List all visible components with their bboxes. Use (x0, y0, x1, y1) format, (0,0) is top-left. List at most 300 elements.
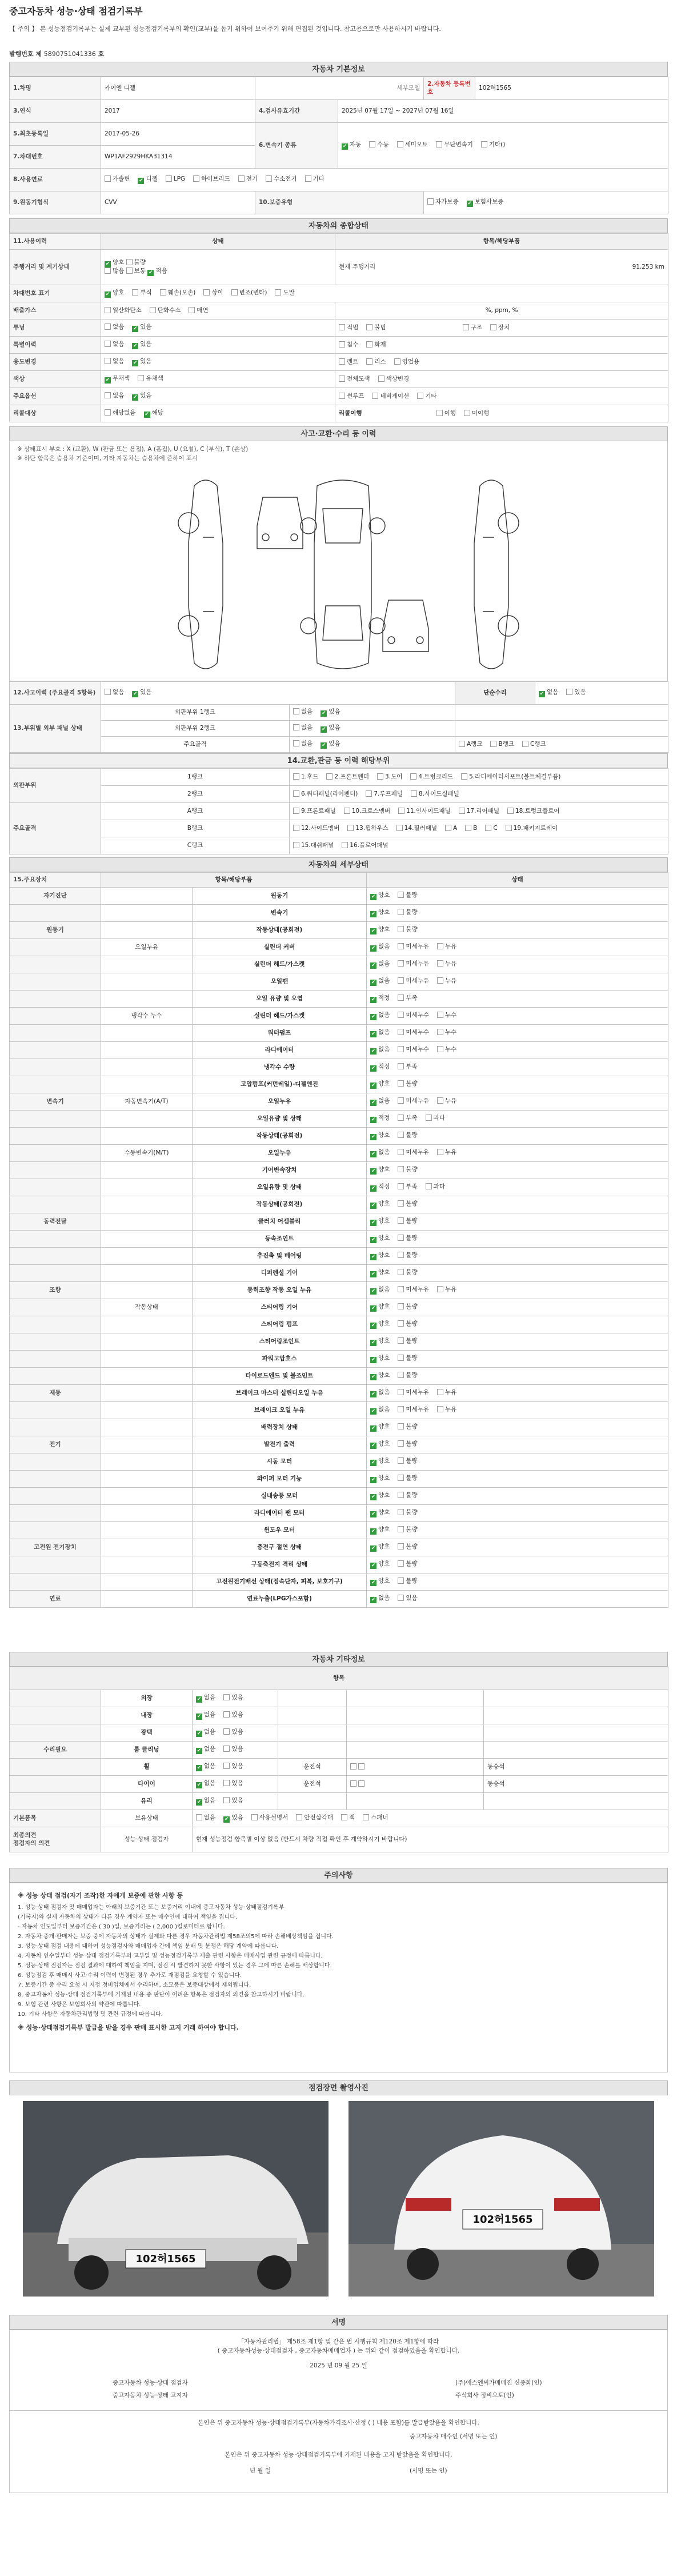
notes-line: 7. 보증기간 중 수리 요청 시 지정 정비업체에서 수리하며, 소모품은 보증대상에서 제외됩니다. (18, 1982, 251, 1988)
detail-device (10, 1231, 101, 1248)
detail-state: ✔ 없음 미세누유 누유 (367, 1145, 668, 1162)
detail-device (10, 1248, 101, 1265)
car-name: 카이엔 디젤 (101, 77, 255, 100)
notes-line: 10. 기타 사항은 자동차관리법령 및 관련 규정에 따릅니다. (18, 2011, 163, 2018)
detail-device (10, 1333, 101, 1351)
detail-device (10, 1128, 101, 1145)
simple-repair-opts: ✔ 없음 있음 (535, 682, 668, 705)
detail-row (10, 956, 668, 973)
detail-row (10, 1505, 668, 1522)
detail-state: ✔ 적정 부족 과다 (367, 1111, 668, 1128)
detail-device (10, 1042, 101, 1059)
detail-sub (101, 1436, 193, 1453)
detail-sub (101, 1059, 193, 1076)
notice-text: 【 주의 】 본 성능점검기록부는 실제 교부된 성능점검기록부의 확인(교부)을 돕기 위하여 보여주기 위해 편집된 것입니다. 참고용으로만 사용하시기 바랍니다. (9, 25, 441, 33)
other-row: 타이어 ✔ 없음 있음 운전석 동승석 (10, 1776, 668, 1793)
other-item: 유리 (101, 1793, 193, 1810)
notes-line: 8. 중고자동차 성능·상태 점검기록부에 기재된 내용 중 판단이 어려운 항목은 점검자의 의견을 참고하시기 바랍니다. (18, 1991, 305, 1998)
detail-sub (101, 1282, 193, 1299)
detail-state: ✔ 양호 불량 (367, 1488, 668, 1505)
detail-device: 동력전달 (10, 1213, 101, 1231)
detail-item: 실린더 커버 (193, 939, 367, 956)
other-group (10, 1793, 101, 1810)
label-trans: 6.변속기 종류 (255, 123, 338, 169)
other-status: ✔ 없음 있음 (193, 1793, 278, 1810)
detail-device (10, 1522, 101, 1539)
other-row (10, 1793, 668, 1810)
detail-device (10, 1316, 101, 1333)
detail-item: 라디에이터 (193, 1042, 367, 1059)
detail-device (10, 1145, 101, 1162)
detail-item: 작동상태(공회전) (193, 1196, 367, 1213)
detail-item: 브레이크 오일 누유 (193, 1402, 367, 1419)
detail-state: ✔ 양호 불량 (367, 905, 668, 922)
detail-device (10, 1488, 101, 1505)
other-group (10, 1776, 101, 1793)
detail-item: 윈도우 모터 (193, 1522, 367, 1539)
detail-row (10, 1213, 668, 1231)
detail-item: 오일 유량 및 오염 (193, 991, 367, 1008)
detail-device (10, 1025, 101, 1042)
detail-device (10, 1265, 101, 1282)
section-accident: 사고·교환·수리 등 이력 (9, 426, 668, 441)
detail-row (10, 991, 668, 1008)
detail-device (10, 1162, 101, 1179)
section-general: 자동차의 종합상태 (9, 218, 668, 233)
other-item: 타이어 (101, 1776, 193, 1793)
detail-row (10, 1453, 668, 1471)
detail-sub (101, 905, 193, 922)
other-item: 외장 (101, 1690, 193, 1707)
sign-line-7: (서명 또는 인) (410, 2467, 447, 2474)
other-status: ✔ 없음 있음 (193, 1742, 278, 1759)
detail-sub (101, 1042, 193, 1059)
detail-row (10, 1076, 668, 1093)
label-special: 특별이력 (10, 337, 101, 354)
other-item: 룸 클리닝 (101, 1742, 193, 1759)
detail-state: ✔ 없음 미세누수 누수 (367, 1025, 668, 1042)
detail-device (10, 991, 101, 1008)
detail-state: ✔ 양호 불량 (367, 1162, 668, 1179)
detail-row (10, 1333, 668, 1351)
detail-item: 변속기 (193, 905, 367, 922)
other-item: 광택 (101, 1724, 193, 1742)
detail-device (10, 1196, 101, 1213)
warranty-opts: 자가보증✔ 보험사보증 (424, 191, 668, 214)
detail-row (10, 1299, 668, 1316)
detail-item: 작동상태(공회전) (193, 1128, 367, 1145)
detail-row (10, 1008, 668, 1025)
detail-row (10, 1196, 668, 1213)
detail-row (10, 1059, 668, 1076)
rank2-label: 외판부위 2랭크 (101, 721, 290, 737)
detail-device (10, 1111, 101, 1128)
detail-state: ✔ 적정 부족 과다 (367, 1179, 668, 1196)
other-group (10, 1690, 101, 1707)
tuning-opts: 없음✔ 있음 (101, 319, 335, 337)
detail-item: 발전기 출력 (193, 1436, 367, 1453)
detail-device (10, 1179, 101, 1196)
label-recall: 리콜대상 (10, 405, 101, 422)
other-row (10, 1707, 668, 1724)
detail-state: ✔ 양호 불량 (367, 1505, 668, 1522)
detail-item: 추진축 및 베어링 (193, 1248, 367, 1265)
label-accident: 12.사고이력 (주요골격 5항목) (10, 682, 101, 705)
sign-line-5: 본인은 위 중고자동차 성능·상태점검기록부에 기재된 내용을 고지 받았음을 확인합니다. (225, 2451, 452, 2458)
vin: WP1AF2929HKA31314 (101, 146, 255, 169)
sign-line-1: 「자동차관리법」 제58조 제1항 및 같은 법 시행규칙 제120조 제1항에 따라 (238, 2338, 439, 2345)
detail-item: 스티어링 기어 (193, 1299, 367, 1316)
detail-row (10, 1248, 668, 1265)
detail-sub (101, 973, 193, 991)
rear-plate: 102허1565 (472, 2214, 533, 2226)
sign-line-6: 년 월 일 (250, 2467, 271, 2474)
detail-device: 원동기 (10, 922, 101, 939)
detail-sub (101, 1488, 193, 1505)
opinion-text: 현재 성능점검 항목별 이상 없음 (반드시 차량 직접 확인 후 계약하시기 바랍니다) (193, 1827, 668, 1852)
usage-extra: 렌트 리스 영업용 (335, 354, 668, 371)
detail-state: ✔ 없음 미세누유 누유 (367, 1402, 668, 1419)
b-parts: 12.사이드멤버 13.휠하우스 14.필러패널 A B C 19.패키지트레이 (290, 820, 668, 837)
sign-1a: 중고자동차 성능·상태 점검자 (113, 2379, 188, 2386)
detail-row (10, 1436, 668, 1453)
other-row (10, 1742, 668, 1759)
accident-legend-2: ※ 하단 항목은 승용차 기준이며, 기타 자동차는 승용차에 준하여 표시 (17, 455, 198, 462)
detail-row (10, 1488, 668, 1505)
detail-row (10, 1471, 668, 1488)
detail-item: 고압펌프(커먼레일)-디젤엔진 (193, 1076, 367, 1093)
other-status: ✔ 없음 있음 (193, 1690, 278, 1707)
detail-row (10, 905, 668, 922)
detail-sub (101, 1128, 193, 1145)
detail-state: ✔ 양호 불량 (367, 1471, 668, 1488)
detail-sub (101, 1111, 193, 1128)
detail-item: 실린더 헤드/가스켓 (193, 956, 367, 973)
other-status: ✔ 없음 있음 (193, 1707, 278, 1724)
notes-line: 5. 성능·상태 점검자는 점검 결과에 대하여 책임을 지며, 점검 시 발견하지 못한 사항이 있는 경우 그에 따른 손해를 배상합니다. (18, 1962, 332, 1969)
detail-sub (101, 1248, 193, 1265)
rank2-parts: 6.쿼터패널(리어펜더) 7.루프패널 8.사이드실패널 (290, 786, 668, 803)
detail-item: 타이로드엔드 및 볼조인트 (193, 1368, 367, 1385)
detail-item: 오일팬 (193, 973, 367, 991)
detail-state: ✔ 없음 미세누유 누유 (367, 1282, 668, 1299)
detail-state: ✔ 양호 불량 (367, 1556, 668, 1573)
detail-sub (101, 888, 193, 905)
label-color: 색상 (10, 371, 101, 388)
detail-row (10, 1111, 668, 1128)
basic-items-opts: 없음✔ 있음 사용설명서 안전삼각대 잭 스패너 (193, 1810, 668, 1827)
detail-item: 충전구 절연 상태 (193, 1539, 367, 1556)
detail-state: ✔ 없음 미세누유 누유 (367, 939, 668, 956)
odometer-value: 현재 주행거리 91,253 km (335, 250, 668, 285)
detail-sub (101, 1368, 193, 1385)
other-item: 휠 (101, 1759, 193, 1776)
detail-state: ✔ 없음 있음 (367, 1591, 668, 1608)
detail-sub (101, 922, 193, 939)
notes-line: 4. 자동차 인수일부터 성능 상태 점검기록부의 교부일 및 성능점검기록부 제출 관련 사항은 매매사업 관련 규정에 따릅니다. (18, 1952, 323, 1959)
detail-item: 디퍼렌셜 기어 (193, 1265, 367, 1282)
detail-state: ✔ 양호 불량 (367, 1213, 668, 1231)
label-model: 세부모델 (255, 77, 424, 100)
other-group: 수리필요 (10, 1742, 101, 1759)
front-plate: 102허1565 (135, 2253, 196, 2265)
detail-state: ✔ 없음 미세누유 누유 (367, 1093, 668, 1111)
detail-sub: 냉각수 누수 (101, 1008, 193, 1025)
col-usage: 11.사용이력 (10, 234, 101, 250)
detail-sub (101, 1196, 193, 1213)
detail-row (10, 1385, 668, 1402)
basic-items-label: 기본품목 (10, 1810, 101, 1827)
detail-state: ✔ 양호 불량 (367, 1368, 668, 1385)
detail-row (10, 1351, 668, 1368)
detail-state: ✔ 양호 불량 (367, 1128, 668, 1145)
other-group (10, 1707, 101, 1724)
section-sign: 서명 (9, 2315, 668, 2330)
detail-row (10, 1591, 668, 1608)
col-items: 항목/해당부품 (335, 234, 668, 250)
detail-device (10, 956, 101, 973)
recall-opts: 해당없음✔ 해당 (101, 405, 335, 422)
detail-device (10, 1402, 101, 1419)
detail-item: 배력장치 상태 (193, 1419, 367, 1436)
detail-state: ✔ 양호 불량 (367, 1265, 668, 1282)
detail-item: 등속조인트 (193, 1231, 367, 1248)
other-status: ✔ 없음 있음 (193, 1724, 278, 1742)
detail-row (10, 1093, 668, 1111)
opinion-sub: 성능·상태 점검자 (101, 1827, 193, 1852)
notes-title-2: ※ 성능·상태점검기록부 발급을 받을 경우 판매 표시한 고지 거래 하여야 합니다. (18, 2023, 239, 2031)
options-extra: 썬루프 네비게이션 기타 (335, 388, 668, 405)
label-odometer: 주행거리 및 계기상태 (10, 250, 101, 285)
detail-item: 작동상태(공회전) (193, 922, 367, 939)
label-panel-state: 13.부위별 외부 패널 상태 (10, 705, 101, 753)
detail-state: ✔ 적정 부족 (367, 1059, 668, 1076)
detail-row (10, 1128, 668, 1145)
other-item-header: 항목 (10, 1667, 668, 1690)
section-photos: 점검장면 촬영사진 (9, 2080, 668, 2095)
detail-table (9, 872, 668, 1608)
other-row (10, 1690, 668, 1707)
detail-item: 고전원전기배선 상태(접속단자, 피복, 보호기구) (193, 1573, 367, 1591)
detail-state: ✔ 양호 불량 (367, 1333, 668, 1351)
detail-sub (101, 1025, 193, 1042)
detail-item: 라디에이터 팬 모터 (193, 1505, 367, 1522)
sign-2a: 중고자동차 성능·상태 고지자 (113, 2392, 188, 2399)
detail-device (10, 1419, 101, 1436)
detail-sub: 오일누유 (101, 939, 193, 956)
other-status: ✔ 없음 있음 (193, 1759, 278, 1776)
detail-row (10, 1231, 668, 1248)
rank1-opts: 없음✔ 있음 (290, 705, 455, 721)
sign-2b: 주식회사 정비오토(인) (455, 2392, 514, 2399)
detail-row (10, 973, 668, 991)
detail-row (10, 1522, 668, 1539)
detail-device: 고전원 전기장치 (10, 1539, 101, 1556)
detail-row (10, 1145, 668, 1162)
color-extra: 전체도색 색상변경 (335, 371, 668, 388)
detail-state: ✔ 양호 불량 (367, 922, 668, 939)
detail-item: 구동축전지 격리 상태 (193, 1556, 367, 1573)
detail-device (10, 1059, 101, 1076)
usage-opts: 없음✔ 있음 (101, 354, 335, 371)
notes-title-1: ※ 성능 상태 점검(자기 조작)한 자에게 보증에 관한 사항 등 (18, 1892, 183, 1899)
other-table (9, 1667, 668, 1852)
label-vin-mark: 차대번호 표기 (10, 285, 101, 302)
page-title: 중고자동차 성능·상태 점검기록부 (9, 6, 143, 17)
detail-sub (101, 1231, 193, 1248)
label-inspection: 4.검사유효기간 (255, 100, 338, 123)
year-value: 2017 (101, 100, 255, 123)
detail-row (10, 1316, 668, 1333)
detail-row (10, 888, 668, 905)
rank1-label: 외판부위 1랭크 (101, 705, 290, 721)
detail-sub (101, 1522, 193, 1539)
sign-box (9, 2330, 668, 2493)
detail-item: 브레이크 마스터 실린더오일 누유 (193, 1385, 367, 1402)
color-opts: ✔ 무채색 유채색 (101, 371, 335, 388)
detail-row (10, 1282, 668, 1299)
section-panels: 14.교환,판금 등 이력 해당부위 (9, 753, 668, 768)
other-status: ✔ 없음 있음 (193, 1776, 278, 1793)
detail-state: ✔ 양호 불량 (367, 1316, 668, 1333)
detail-header: 항목/해당부품 (101, 873, 367, 888)
label-year: 3.연식 (10, 100, 101, 123)
label-vin: 7.차대번호 (10, 146, 101, 169)
basic-items-sub: 보유상태 (101, 1810, 193, 1827)
col-state: 상태 (101, 234, 335, 250)
label-emission: 배출가스 (10, 302, 101, 319)
detail-item: 워터펌프 (193, 1025, 367, 1042)
detail-sub (101, 1265, 193, 1282)
detail-item: 시동 모터 (193, 1453, 367, 1471)
odometer-opts: ✔양호 불량 많음 보통 ✔적음 (101, 250, 335, 285)
other-item: 내장 (101, 1707, 193, 1724)
detail-sub (101, 1402, 193, 1419)
detail-sub (101, 1419, 193, 1436)
sign-1b: (주)에스엔씨카매매진 신종화(인) (455, 2379, 542, 2386)
detail-sub (101, 1591, 193, 1608)
detail-state: ✔ 양호 불량 (367, 1248, 668, 1265)
detail-device (10, 939, 101, 956)
detail-header: 상태 (367, 873, 668, 888)
detail-device (10, 905, 101, 922)
detail-item: 실내송풍 모터 (193, 1488, 367, 1505)
section-notes: 주의사항 (9, 1868, 668, 1883)
label-frame: 주요골격 (10, 803, 101, 854)
detail-device: 제동 (10, 1385, 101, 1402)
label-options: 주요옵션 (10, 388, 101, 405)
detail-state: ✔ 없음 미세누수 누수 (367, 1008, 668, 1025)
detail-sub (101, 1471, 193, 1488)
detail-sub (101, 1573, 193, 1591)
detail-device: 자기진단 (10, 888, 101, 905)
label-outer: 외판부위 (10, 769, 101, 803)
notes-line: (기록지)와 실제 자동차의 상태가 다른 경우 계약자 또는 매수인에 대하여 책임을 집니다. (18, 1914, 238, 1920)
detail-item: 파워고압호스 (193, 1351, 367, 1368)
panel-table: 외판부위 1랭크 1.후드 2.프론트펜더 3.도어 4.트렁크리드 5.라디에이터서포트(볼트체결부품) 2랭크 6.쿼터패널(리어펜더) 7.루프패널 8.사이드실패널 주요골격 A랭크 9.프론트패널 10.크로스멤버 11.인사이드패널 17.리어패널 18.트렁크플로어 B랭크 12.사이드멤버 13.휠하우스 14.필러패널 A B C 19.패키지트레이 C랭크 15.대쉬패널 16.플로어패널 (9, 768, 668, 854)
detail-item: 냉각수 수량 (193, 1059, 367, 1076)
detail-state: ✔ 양호 불량 (367, 1299, 668, 1316)
detail-device (10, 1556, 101, 1573)
detail-item: 스티어링조인트 (193, 1333, 367, 1351)
detail-sub (101, 1213, 193, 1231)
label-fuel: 8.사용연료 (10, 169, 101, 191)
detail-sub (101, 1179, 193, 1196)
accident-table (9, 681, 668, 753)
general-table (9, 233, 668, 422)
vin-mark-opts: ✔ 양호 부식 훼손(오손) 상이 변조(변타) 도말 (101, 285, 668, 302)
plate-number: 102허1565 (475, 77, 668, 100)
detail-row (10, 1419, 668, 1436)
photo-rear (348, 2101, 654, 2297)
frame-label: 주요골격 (101, 737, 290, 753)
detail-device (10, 1076, 101, 1093)
detail-device: 전기 (10, 1436, 101, 1453)
other-row: 휠 ✔ 없음 있음 운전석 동승석 (10, 1759, 668, 1776)
notes-line: - 자동차 인도일부터 보증기간은 ( 30 )일, 보증거리는 ( 2,000 )킬로미터로 합니다. (18, 1923, 225, 1930)
sign-line-2: ( 중고자동차성능·상태점검자 , 중고자동차매매업자 ) 는 위와 같이 점검하였음을 확인합니다. (217, 2347, 460, 2354)
label-engine: 9.원동기형식 (10, 191, 101, 214)
detail-sub (101, 1351, 193, 1368)
detail-row (10, 1179, 668, 1196)
label-usage-change: 용도변경 (10, 354, 101, 371)
emission-units: %, ppm, % (335, 302, 668, 319)
detail-sub (101, 1385, 193, 1402)
rank1-parts: 1.후드 2.프론트펜더 3.도어 4.트렁크리드 5.라디에이터서포트(볼트체결부품) (290, 769, 668, 786)
detail-device (10, 1368, 101, 1385)
detail-state: ✔ 양호 불량 (367, 1076, 668, 1093)
special-opts: 없음✔ 있음 (101, 337, 335, 354)
detail-state: ✔ 양호 불량 (367, 888, 668, 905)
c-parts: 15.대쉬패널 16.플로어패널 (290, 837, 668, 854)
detail-item: 와이퍼 모터 기능 (193, 1471, 367, 1488)
detail-state: ✔ 적정 부족 (367, 991, 668, 1008)
detail-row (10, 939, 668, 956)
tuning-extra: 적법 불법 구조 장치 (335, 319, 668, 337)
detail-device (10, 1008, 101, 1025)
options-opts: 없음✔ 있음 (101, 388, 335, 405)
detail-sub (101, 1333, 193, 1351)
detail-sub (101, 1162, 193, 1179)
detail-row (10, 1042, 668, 1059)
rank2-opts: 없음✔ 있음 (290, 721, 455, 737)
detail-device: 변속기 (10, 1093, 101, 1111)
label-plate: 2.자동차 등록번호 (424, 77, 475, 100)
basic-table (9, 77, 668, 214)
detail-sub (101, 1076, 193, 1093)
detail-state: ✔ 없음 미세누유 누유 (367, 973, 668, 991)
engine-type: CVV (101, 191, 255, 214)
detail-device (10, 1505, 101, 1522)
label-tuning: 튜닝 (10, 319, 101, 337)
section-detail: 자동차의 세부상태 (9, 857, 668, 872)
detail-item: 오일유량 및 상태 (193, 1111, 367, 1128)
detail-item: 연료누출(LPG가스포함) (193, 1591, 367, 1608)
label-first-reg: 5.최초등록일 (10, 123, 101, 146)
detail-sub (101, 1453, 193, 1471)
detail-state: ✔ 양호 불량 (367, 1231, 668, 1248)
detail-row (10, 922, 668, 939)
label-simple-repair: 단순수리 (455, 682, 535, 705)
special-extra: 침수 화재 (335, 337, 668, 354)
detail-row (10, 1025, 668, 1042)
sign-line-4: 중고자동차 매수인 (서명 또는 인) (410, 2433, 498, 2440)
fuel-opts: 가솔린✔ 디젤 LPG 하이브리드 전기 수소전기 기타 (101, 169, 668, 191)
detail-device (10, 1299, 101, 1316)
detail-sub: 수동변속기(M/T) (101, 1145, 193, 1162)
detail-row (10, 1556, 668, 1573)
detail-row (10, 1573, 668, 1591)
